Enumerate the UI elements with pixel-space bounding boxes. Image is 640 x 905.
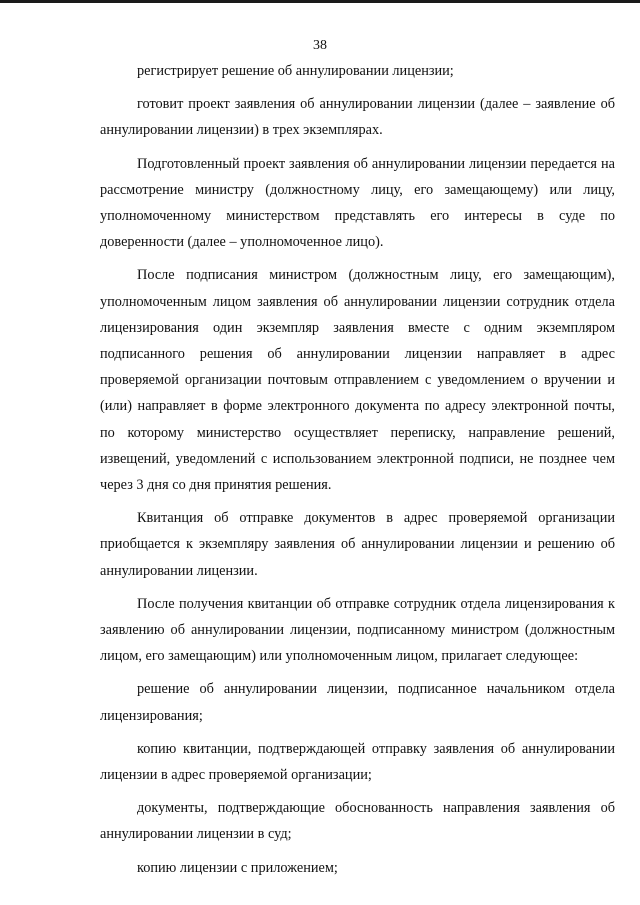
- paragraph-after-receipt: После получения квитанции об отправке сотрудник отдела лицензирования к заявлению об аннулировании лицензии, подписанному министром (должностным лицом, его замещающим) или уполномоченным лицом, прилагает следующее:: [100, 595, 615, 665]
- list-item-receipt-copy: копию квитанции, подтверждающей отправку заявления об аннулировании лицензии в адрес проверяемой организации;: [100, 740, 615, 784]
- document-body: [100, 58, 615, 881]
- list-item-decision: решение об аннулировании лицензии, подписанное начальником отдела лицензирования;: [100, 681, 615, 724]
- paragraph-submit-draft: Подготовленный проект заявления об аннулировании лицензии передается на рассмотрение министру (должностному лицу, его замещающему) или лицу, уполномоченному министерством представлять его интересы в суде по доверенности (далее – уполномоченное лицо).: [100, 155, 615, 251]
- paragraph-after-signing: После подписания министром (должностным лицу, его замещающим), уполномоченным лицом заявления об аннулировании лицензии сотрудник отдела лицензирования один экземпляр заявления вместе с одним экземпляром подписанного решения об аннулировании лицензии направляет в адрес проверяемой организации почтовым отправлением с уведомлением о вручении и (или) направляет в форме электронного документа по адресу электронной почты, по которому министерство осуществляет переписку, направление решений, извещений, уведомлений с использованием электронной подписи, не позднее чем через 3 дня со дня принятия решения.: [100, 267, 615, 494]
- page-number: 38: [313, 38, 327, 53]
- paragraph-prepare-application: готовит проект заявления об аннулировании лицензии (далее – заявление об аннулировании лицензии) в трех экземплярах.: [100, 96, 615, 139]
- list-item-license-copy: копию лицензии с приложением;: [137, 859, 338, 876]
- list-item-supporting-documents: документы, подтверждающие обоснованность направления заявления об аннулировании лицензии в суд;: [100, 800, 615, 843]
- scan-top-edge: [0, 0, 640, 3]
- paragraph-register-decision: регистрирует решение об аннулировании лицензии;: [137, 63, 454, 79]
- paragraph-receipt: Квитанция об отправке документов в адрес проверяемой организации приобщается к экземпляру заявления об аннулировании лицензии и решению об аннулировании лицензии.: [100, 510, 615, 579]
